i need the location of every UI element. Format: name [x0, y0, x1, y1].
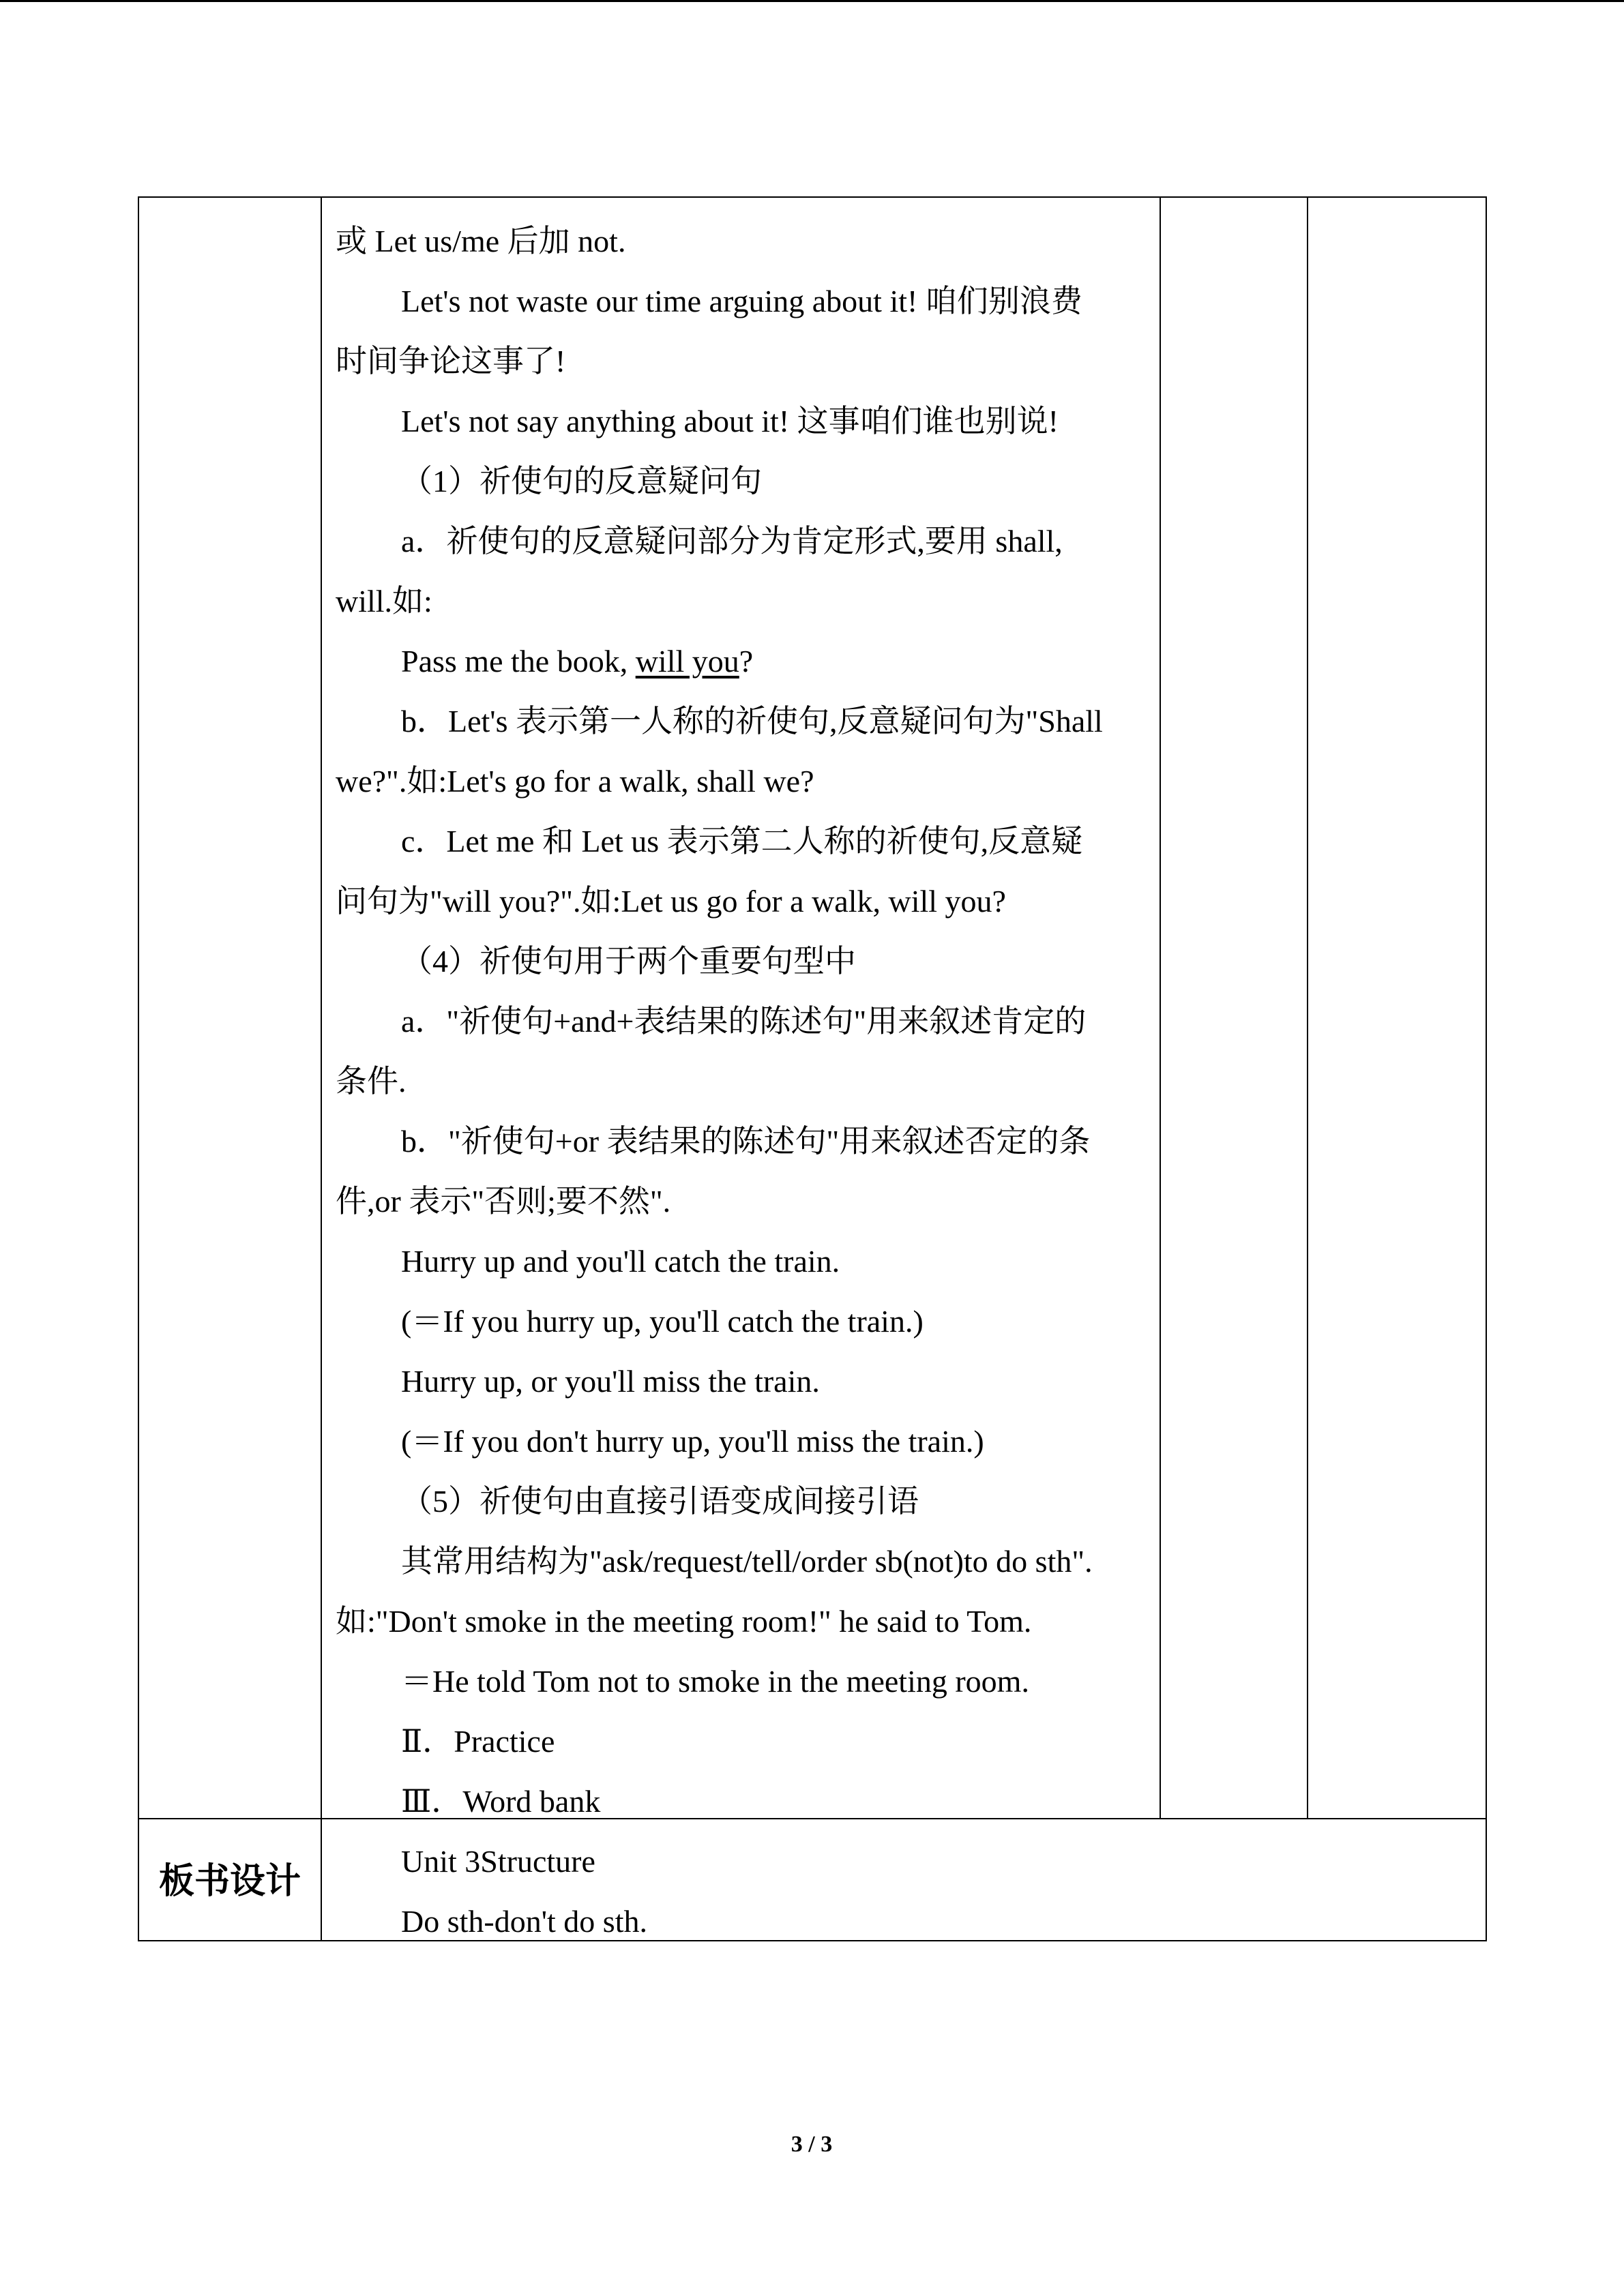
- board-design-label: 板书设计: [158, 1861, 301, 1902]
- board-line: Do sth-don't do sth.: [401, 1904, 647, 1939]
- text-line: [336, 631, 1154, 691]
- table-col-divider: [1307, 196, 1308, 1819]
- text-line: will.如:: [336, 584, 432, 618]
- table-col-divider: [321, 196, 322, 1941]
- page-number: 3 / 3: [791, 2132, 833, 2157]
- table-left-border: [138, 196, 139, 1941]
- top-border: [0, 0, 1624, 2]
- text-line: b．Let's 表示第一人称的祈使句,反意疑问句为"Shall: [401, 704, 1103, 739]
- text-line: (＝If you don't hurry up, you'll miss the train.): [401, 1424, 984, 1459]
- text-line: （4）祈使句用于两个重要句型中: [401, 944, 856, 979]
- text-segment: Pass me the book,: [401, 644, 636, 679]
- text-line: Ⅱ．Practice: [401, 1724, 555, 1759]
- text-line: （5）祈使句由直接引语变成间接引语: [401, 1484, 919, 1519]
- text-segment: ?: [739, 644, 754, 679]
- text-line: b．"祈使句+or 表结果的陈述句"用来叙述否定的条: [401, 1124, 1091, 1159]
- text-line: Ⅲ．Word bank: [401, 1784, 601, 1819]
- text-line: (＝If you hurry up, you'll catch the train.): [401, 1304, 924, 1339]
- text-line: Hurry up and you'll catch the train.: [401, 1244, 840, 1279]
- board-line: Unit 3Structure: [401, 1844, 595, 1879]
- text-line: c．Let me 和 Let us 表示第二人称的祈使句,反意疑: [401, 824, 1083, 859]
- text-line: Let's not waste our time arguing about it! 咱们别浪费: [401, 284, 1082, 318]
- table-col-divider: [1160, 196, 1161, 1819]
- text-line: 时间争论这事了!: [336, 344, 566, 378]
- text-line: 如:"Don't smoke in the meeting room!" he said to Tom.: [336, 1604, 1032, 1639]
- text-line: （1）祈使句的反意疑问句: [401, 464, 762, 498]
- text-line: 其常用结构为"ask/request/tell/order sb(not)to do sth".: [401, 1544, 1093, 1579]
- text-line: a．"祈使句+and+表结果的陈述句"用来叙述肯定的: [401, 1004, 1087, 1039]
- text-line: a．祈使句的反意疑问部分为肯定形式,要用 shall,: [401, 524, 1063, 558]
- teaching-content: [336, 211, 1154, 1832]
- table-top-border: [138, 196, 1487, 198]
- text-line: 件,or 表示"否则;要不然".: [336, 1184, 671, 1219]
- text-line: 问句为"will you?".如:Let us go for a walk, will you?: [336, 884, 1006, 919]
- text-line: Hurry up, or you'll miss the train.: [401, 1364, 820, 1399]
- text-line: Let's not say anything about it! 这事咱们谁也别说!: [401, 404, 1059, 438]
- table-right-border: [1486, 196, 1487, 1941]
- underlined-answer: will you: [635, 644, 739, 679]
- text-line: ＝He told Tom not to smoke in the meeting room.: [401, 1664, 1029, 1699]
- board-design-content: [336, 1832, 1154, 1952]
- text-line: 条件.: [336, 1064, 407, 1099]
- text-line: we?".如:Let's go for a walk, shall we?: [336, 764, 814, 799]
- text-line: 或 Let us/me 后加 not.: [336, 224, 626, 258]
